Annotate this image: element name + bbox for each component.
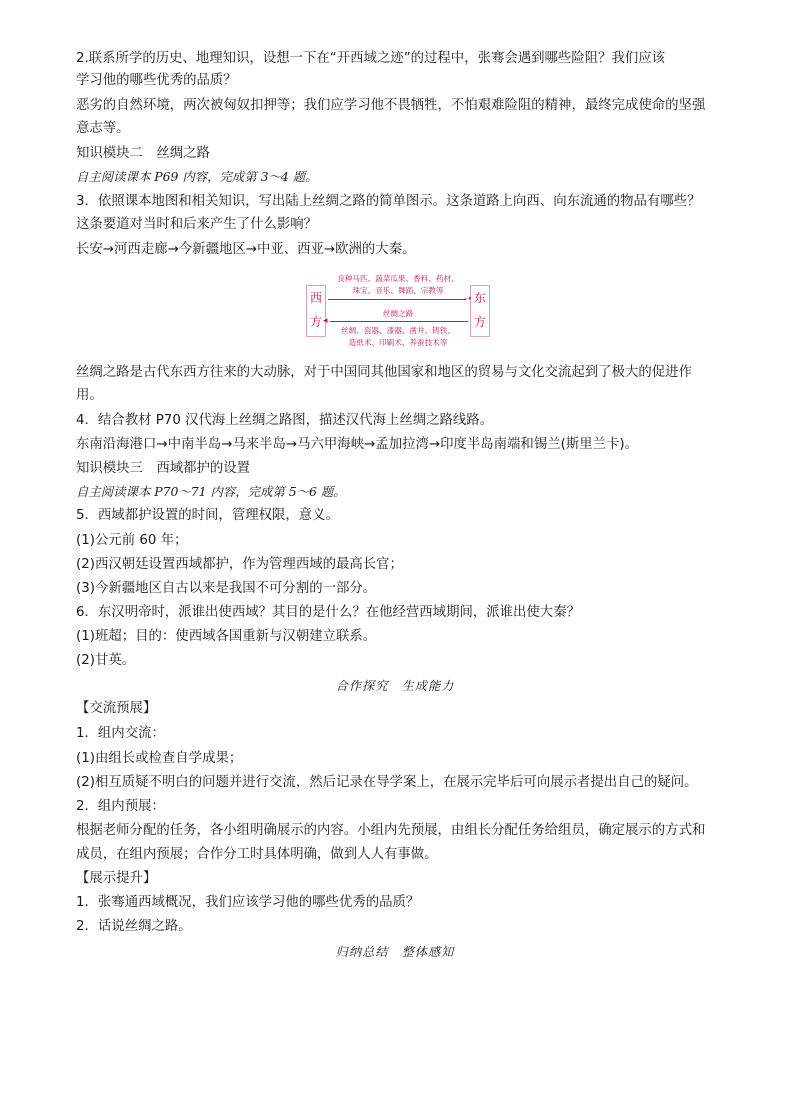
east-box (470, 285, 490, 337)
westbound-arrow-head: ◂ (323, 316, 328, 326)
westbound-goods-line-2: 造纸术、印刷术、养蚕技术等 (348, 338, 448, 347)
west-box (306, 285, 326, 337)
module-3-heading: 知识模块三 西域都护的设置 (76, 461, 251, 476)
answer-4: 东南沿海港口→中南半岛→马来半岛→马六甲海峡→孟加拉湾→印度半岛南端和锡兰(斯里兰卡)。 (76, 437, 638, 452)
west-char-2: 方 (309, 315, 322, 329)
question-3-line-2: 这条要道对当时和后来产生了什么影响？ (76, 217, 318, 232)
answer-6-1: (1)班超；目的：使西域各国重新与汉朝建立联系。 (76, 629, 377, 644)
reading-instruction-3: 自主阅读课本 P70～71 内容，完成第 5～6 题。 (76, 484, 346, 499)
section-heading-cooperation: 合作探究 生成能力 (335, 679, 455, 693)
answer-2-line-2: 意志等。 (76, 121, 130, 136)
show-item-2: 2．话说丝绸之路。 (76, 919, 192, 934)
question-5: 5．西域都护设置的时间，管理权限，意义。 (76, 508, 339, 523)
answer-6-2: (2)甘英。 (76, 653, 136, 668)
question-6: 6．东汉明帝时，派谁出使西域？其目的是什么？在他经营西域期间，派谁出使大秦？ (76, 605, 580, 620)
east-char-1: 东 (473, 291, 486, 305)
exchange-item-1-1: (1)由组长或检查自学成果； (76, 751, 243, 766)
reading-instruction-2: 自主阅读课本 P69 内容，完成第 3～4 题。 (76, 169, 318, 184)
eastbound-goods-line-1: 良种马匹、蔬菜瓜果、香料、药材、 (337, 274, 459, 283)
question-3-line-1: 3．依照课本地图和相关知识，写出陆上丝绸之路的简单图示。这条道路上向西、向东流通的物品有哪些？ (76, 194, 701, 209)
east-char-2: 方 (473, 315, 486, 329)
answer-5-3: (3)今新疆地区自古以来是我国不可分割的一部分。 (76, 581, 377, 596)
question-2-line-1: 2.联系所学的历史、地理知识，设想一下在“开西域之迹”的过程中，张骞会遇到哪些险阻？我们应该 (76, 51, 666, 66)
exchange-item-2-line-2: 成员，在组内预展；合作分工时具体明确，做到人人有事做。 (76, 847, 438, 862)
exchange-heading: 【交流预展】 (76, 701, 157, 716)
section-heading-summary: 归纳总结 整体感知 (335, 945, 455, 959)
exchange-item-2-line-1: 根据老师分配的任务，各小组明确展示的内容。小组内先预展，由组长分配任务给组员，确定展示的方式和 (76, 823, 706, 838)
answer-3-effect-line-2: 用。 (76, 388, 103, 403)
eastbound-goods-line-2: 珠宝、音乐、舞蹈、宗教等 (352, 286, 444, 295)
westbound-arrow (330, 321, 468, 322)
silk-road-diagram (304, 273, 490, 353)
exchange-item-1: 1．组内交流： (76, 726, 165, 741)
answer-3-effect-line-1: 丝绸之路是古代东西方往来的大动脉，对于中国同其他国家和地区的贸易与文化交流起到了极大的促进作 (76, 365, 692, 380)
answer-3-route: 长安→河西走廊→今新疆地区→中亚、西亚→欧洲的大秦。 (76, 242, 416, 257)
west-char-1: 西 (309, 291, 322, 305)
exchange-item-1-2: (2)相互质疑不明白的问题并进行交流，然后记录在导学案上，在展示完毕后可向展示者提出自己的疑问。 (76, 775, 698, 790)
show-item-1: 1．张骞通西域概况，我们应该学习他的哪些优秀的品质？ (76, 895, 420, 910)
westbound-goods-line-1: 丝绸、瓷器、漆器、凿井、铸铁、 (341, 326, 455, 335)
answer-2-line-1: 恶劣的自然环境，两次被匈奴扣押等；我们应学习他不畏牺牲，不怕艰难险阻的精神，最终完成使命的坚强 (76, 98, 706, 113)
road-label: 丝绸之路 (382, 309, 414, 318)
answer-5-1: (1)公元前 60 年； (76, 533, 188, 548)
show-heading: 【展示提升】 (76, 871, 157, 886)
eastbound-arrow (328, 299, 466, 300)
exchange-item-2: 2．组内预展： (76, 799, 165, 814)
question-2-line-2: 学习他的哪些优秀的品质？ (76, 73, 237, 88)
module-2-heading: 知识模块二 丝绸之路 (76, 146, 210, 161)
answer-5-2: (2)西汉朝廷设置西域都护，作为管理西域的最高长官； (76, 557, 403, 572)
question-4: 4．结合教材 P70 汉代海上丝绸之路图，描述汉代海上丝绸之路线路。 (76, 413, 494, 428)
eastbound-arrow-head: ➝ (464, 294, 472, 304)
